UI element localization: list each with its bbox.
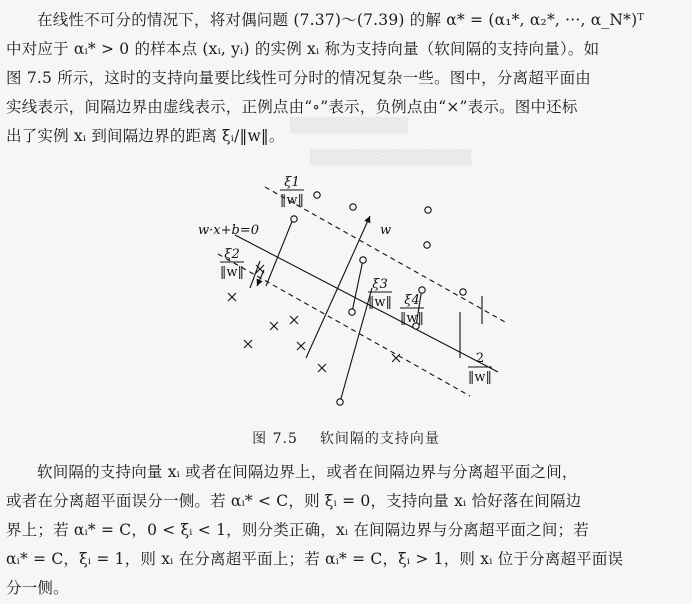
figure-caption [0,428,692,448]
show-through-text: ▒▒▒▒▒▒▒▒▒▒▒▒▒▒▒ [310,150,472,166]
w-normal-tail [306,294,335,358]
positive-example [349,309,355,315]
positive-example [460,289,466,295]
text-line: 软间隔的支持向量 xᵢ 或者在间隔边界上，或者在间隔边界与分离超平面之间， [37,463,578,481]
negative-example [270,322,278,330]
text-line: 出了实例 xᵢ 到间隔边界的距离 ξᵢ/‖w‖。 [6,127,285,145]
positive-example [419,287,425,293]
xi3-label: ξ3 [372,277,388,292]
negative-example [318,364,326,372]
positive-example [360,257,366,263]
text-line: 或者在分离超平面误分一侧。若 αᵢ* < C，则 ξᵢ = 0，支持向量 xᵢ 恰好落在间隔边 [6,492,582,510]
norm-w-label: ‖w‖ [467,370,493,385]
text-line: 在线性不可分的情况下，将对偶问题 (7.37)～(7.39) 的解 α* = (α₁*, α₂*, ···, α_N*)ᵀ [37,11,645,29]
positive-example [314,192,320,198]
text-line: 中对应于 αᵢ* > 0 的样本点 (xᵢ, yᵢ) 的实例 xᵢ 称为支持向量（软间隔的支持向量）。如 [6,40,600,58]
xi2-distance-line [250,261,260,288]
positive-example [291,216,297,222]
text-line: 图 7.5 所示，这时的支持向量要比线性可分时的情况复杂一些。图中，分离超平面由 [6,69,592,87]
figure-title: 软间隔的支持向量 [319,431,440,447]
soft-margin-figure [180,162,520,424]
negative-example [244,340,252,348]
xi1-label: ξ1 [284,175,300,190]
negative-example [290,316,298,324]
negative-example [297,342,305,350]
text-line: 实线表示，间隔边界由虚线表示，正例点由“∘”表示，负例点由“×”表示。图中还标 [6,98,578,116]
xi3-distance-line [352,260,363,312]
separating-hyperplane [235,235,498,372]
positive-example [337,399,343,405]
xi4-label: ξ4 [404,293,420,308]
show-through-text: ▒▒▒▒▒▒▒▒▒▒▒ [290,118,409,134]
w-label: w [380,223,392,238]
norm-w-label: ‖w‖ [219,265,245,280]
w-normal-arrow [335,216,370,294]
lower-margin-boundary [218,254,470,396]
negative-example [228,293,236,301]
negative-example [392,354,400,362]
margin-width-numerator: 2 [475,351,485,366]
norm-w-label: ‖w‖ [279,193,305,208]
hyperplane-label: w·x+b=0 [198,223,259,238]
paragraph-support-vectors-intro [6,6,686,151]
norm-w-label: ‖w‖ [399,311,425,326]
positive-example [350,204,356,210]
norm-w-label: ‖w‖ [367,295,393,310]
positive-example [424,242,430,248]
xi1-distance-line [266,219,293,286]
text-line: αᵢ* = C，ξᵢ = 1，则 xᵢ 在分离超平面上；若 αᵢ* = C，ξᵢ > 1，则 xᵢ 位于分离超平面误 [6,550,624,568]
paragraph-support-vector-cases [6,458,686,603]
figure-number: 图 7.5 [252,431,298,447]
positive-example [425,207,431,213]
xi2-label: ξ2 [224,247,240,262]
text-line: 分一侧。 [6,579,69,597]
text-line: 界上；若 αᵢ* = C，0 < ξᵢ < 1，则分类正确，xᵢ 在间隔边界与分离超平面之间；若 [6,521,589,539]
